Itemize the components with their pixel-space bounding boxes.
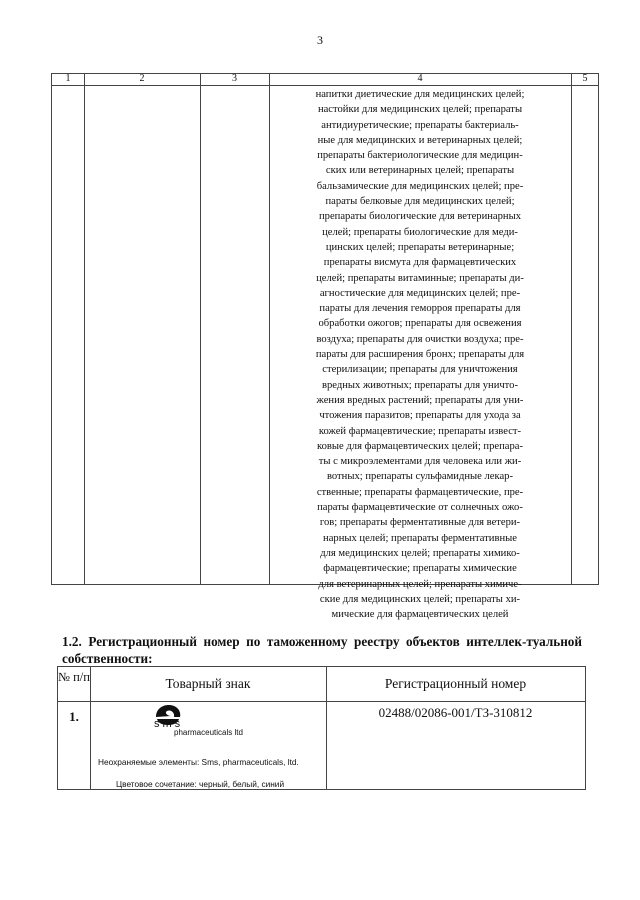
col-divider	[571, 74, 572, 584]
goods-list-line: воздуха; препараты для очистки воздуха; пре-	[316, 333, 524, 345]
header-number: № п/п	[58, 670, 90, 684]
goods-list-line: напитки диетические для медицинских целей;	[315, 89, 525, 100]
row-divider	[58, 701, 585, 702]
logo-sms-text: sms	[154, 718, 184, 730]
goods-list-line: настойки для медицинских целей; препараты	[317, 104, 523, 116]
goods-list-line: обработки ожогов; препараты для освежения	[318, 318, 522, 330]
goods-list-line: ты с микроэлементами для человека или жи-	[318, 456, 522, 468]
goods-list-line: целей; препараты витаминные; препараты ди-	[316, 272, 524, 284]
goods-list-line: мические для фармацевтических целей	[331, 609, 509, 621]
goods-list-line: стерилизации; препараты для уничтожения	[322, 364, 518, 376]
color-combination-note: Цветовое сочетание: черный, белый, синий	[116, 779, 285, 789]
goods-list-line: ные для медицинских и ветеринарных целей;	[317, 134, 523, 146]
goods-list-line: агностические для медицинских целей; пре-	[319, 287, 521, 299]
goods-list-line: препараты бактериологические для медицин-	[317, 150, 523, 162]
goods-list-line: цинских целей; препараты ветеринарные;	[325, 241, 515, 253]
col-divider	[84, 74, 85, 584]
goods-list-line: жения вредных растений; препараты для уни-	[316, 394, 524, 406]
goods-list-line: бальзамические для медицинских целей; пре-	[316, 180, 524, 192]
goods-list-line: препараты висмута для фармацевтических	[323, 257, 517, 269]
trademark-table	[57, 666, 586, 790]
goods-list-line: ские для медицинских целей; препараты хи-	[319, 593, 521, 605]
goods-list-line: целей; препараты биологические для меди-	[322, 226, 518, 238]
goods-list-line: для медицинских целей; препараты химико-	[320, 547, 520, 559]
goods-list-line: вредных животных; препараты для уничто-	[322, 379, 518, 391]
goods-list-text	[269, 86, 571, 622]
goods-list-line: фармацевтические; препараты химические	[323, 563, 517, 575]
page-number: 3	[317, 33, 323, 47]
trademark-logo	[154, 703, 314, 737]
goods-list-line: параты белковые для медицинских целей;	[325, 196, 515, 208]
header-trademark: Товарный знак	[165, 676, 251, 691]
goods-list-line: параты для лечения геморроя препараты для	[319, 303, 521, 315]
goods-list-line: вотных; препараты сульфамидные лекар-	[326, 471, 514, 483]
unprotected-elements-note: Неохраняемые элементы: Sms, pharmaceuticals, ltd.	[98, 757, 299, 767]
goods-list-line: препараты биологические для ветеринарных	[318, 211, 522, 223]
goods-list-line: ственные; препараты фармацевтические, пре-	[316, 486, 524, 498]
logo-pharma-text: pharmaceuticals ltd	[174, 728, 243, 737]
goods-list-line: параты фармацевтические от солнечных ожо-	[317, 502, 523, 514]
goods-list-line: гов; препараты ферментативные для ветери-	[319, 517, 521, 529]
goods-list-line: нарных целей; препараты ферментативные	[323, 532, 517, 544]
header-col-5: 5	[582, 73, 588, 84]
goods-list-line: кожей фармацевтические; препараты извест-	[318, 425, 522, 437]
header-registration-number: Регистрационный номер	[384, 676, 527, 691]
goods-list-line: антидиуретические; препараты бактериаль-	[321, 119, 519, 131]
goods-list-line: чтожения паразитов; препараты для ухода за	[319, 410, 521, 422]
goods-table	[51, 73, 599, 621]
col-divider	[200, 74, 201, 584]
goods-list-line: ковые для фармацевтических целей; препара-	[317, 440, 523, 452]
header-col-4: 4	[417, 73, 423, 84]
header-col-1: 1	[65, 73, 71, 84]
row-number: 1.	[69, 709, 79, 724]
header-col-2: 2	[139, 73, 145, 84]
goods-list-line: ских или ветеринарных целей; препараты	[325, 165, 515, 177]
header-col-3: 3	[232, 73, 237, 84]
goods-list-line: параты для расширения бронх; препараты для	[315, 349, 525, 361]
registration-number: 02488/02086-001/ТЗ-310812	[378, 705, 533, 720]
goods-list-line: для ветеринарных целей; препараты химиче-	[318, 578, 522, 590]
section-heading: 1.2. Регистрационный номер по таможенному реестру объектов интеллек-туальной собственности:	[62, 634, 582, 666]
